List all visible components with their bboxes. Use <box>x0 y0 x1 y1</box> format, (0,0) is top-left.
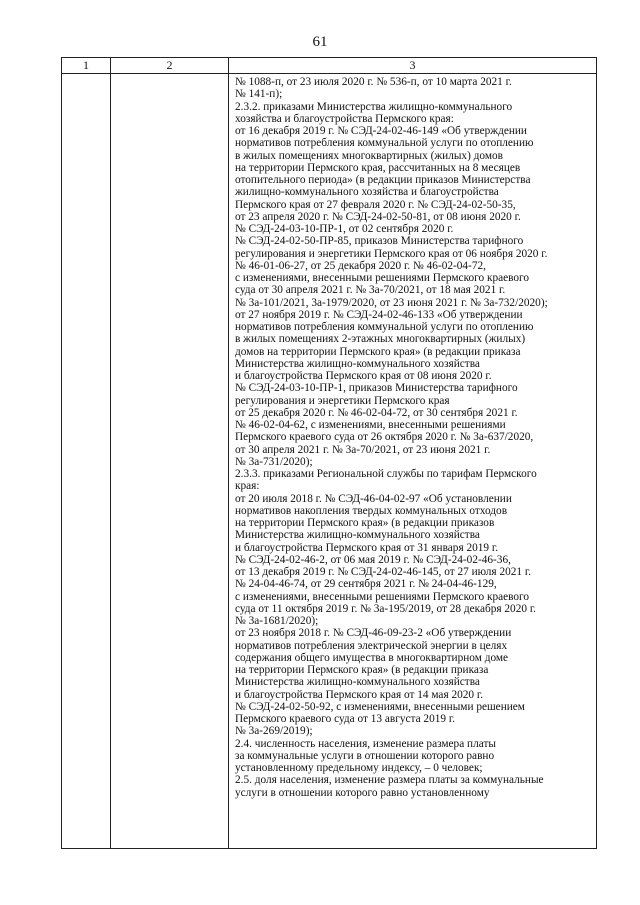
text-line: в жилых помещениях 2-этажных многоквартирных (жилых) <box>235 333 526 346</box>
table-row <box>62 74 597 849</box>
text-line: регулирования и энергетики Пермского края <box>235 394 450 407</box>
text-line: за коммунальные услуги в отношении которого равно <box>235 749 495 762</box>
text-line: и благоустройства Пермского края от 14 мая 2020 г. <box>235 688 484 701</box>
text-line: края: <box>235 480 260 493</box>
text-line: № 1088-п, от 23 июля 2020 г. № 536-п, от 10 марта 2021 г. <box>235 76 512 88</box>
text-line: хозяйства и благоустройства Пермского края: <box>235 112 454 125</box>
text-line: суда от 30 апреля 2021 г. № 3а-70/2021, от 18 мая 2021 г. <box>235 284 506 297</box>
text-line: на территории Пермского края» (в редакции приказа <box>235 664 489 676</box>
text-line: нормативов потребления коммунальной услуги по отоплению <box>235 137 534 150</box>
text-line: № 46-02-04-62, с изменениями, внесенными решениями <box>235 419 506 431</box>
text-line: нормативов накопления твердых коммунальных отходов <box>235 504 508 517</box>
text-line: № 46-01-06-27, от 25 декабря 2020 г. № 46-02-04-72, <box>235 259 486 272</box>
text-line: Пермского краевого суда от 26 октября 2020 г. № 3а-637/2020, <box>235 431 534 444</box>
text-line: и благоустройства Пермского края от 31 января 2019 г. <box>235 541 499 554</box>
text-line: Министерства жилищно-коммунального хозяйства <box>235 357 480 370</box>
text-line: № 3а-101/2021, 3а-1979/2020, от 23 июня 2021 г. № 3а-732/2020); <box>235 296 548 309</box>
text-line: с изменениями, внесенными решениями Пермского краевого <box>235 590 530 603</box>
text-line: от 27 ноября 2019 г. № СЭД-24-02-46-133 «Об утверждении <box>235 308 523 321</box>
text-line: Министерства жилищно-коммунального хозяйства <box>235 676 480 689</box>
text-line: № СЭД-24-03-10-ПР-1, от 02 сентября 2020 г. <box>235 223 454 235</box>
text-line: от 30 апреля 2021 г. № 3а-70/2021, от 23 июня 2021 г. <box>235 443 491 456</box>
text-line: услуги в отношении которого равно установленному <box>235 786 490 799</box>
text-line: от 16 декабря 2019 г. № СЭД-24-02-46-149 «Об утверждении <box>235 125 527 137</box>
text-line: нормативов потребления коммунальной услуги по отоплению <box>235 321 534 333</box>
text-line: № 141-п); <box>235 88 283 101</box>
text-line: 2.3.3. приказами Региональной службы по тарифам Пермского <box>235 468 537 480</box>
column-header-3: 3 <box>229 58 597 74</box>
text-line: жилищно-коммунального хозяйства и благоустройства <box>235 186 499 199</box>
column-1-cell <box>62 74 111 849</box>
text-line: № СЭД-24-02-46-2, от 06 мая 2019 г. № СЭД-24-02-46-36, <box>235 553 511 566</box>
text-line: на территории Пермского края» (в редакции приказов <box>235 517 495 529</box>
text-line: № 3а-269/2019); <box>235 725 313 738</box>
text-line: от 25 декабря 2020 г. № 46-02-04-72, от 30 сентября 2021 г. <box>235 406 518 419</box>
document-table <box>61 57 597 849</box>
text-line: Пермского края от 27 февраля 2020 г. № СЭД-24-02-50-35, <box>235 198 516 211</box>
text-line: № СЭД-24-02-50-92, с изменениями, внесенными решением <box>235 700 525 713</box>
text-line: № СЭД-24-02-50-ПР-85, приказов Министерства тарифного <box>235 235 524 248</box>
text-line: Пермского краевого суда от 13 августа 2019 г. <box>235 713 456 725</box>
text-line: от 23 апреля 2020 г. № СЭД-24-02-50-81, от 08 июня 2020 г. <box>235 210 521 223</box>
text-line: № СЭД-24-03-10-ПР-1, приказов Министерства тарифного <box>235 382 518 395</box>
text-line: на территории Пермского края, рассчитанных на 8 месяцев <box>235 161 521 174</box>
text-line: Министерства жилищно-коммунального хозяйства <box>235 529 480 542</box>
text-line: № 3а-731/2020); <box>235 455 313 468</box>
text-line: от 20 июля 2018 г. № СЭД-46-04-02-97 «Об установлении <box>235 492 512 505</box>
text-line: домов на территории Пермского края» (в редакции приказа <box>235 345 521 358</box>
column-header-1: 1 <box>62 58 111 74</box>
text-line: 2.4. численность населения, изменение размера платы <box>235 737 496 750</box>
page-number: 61 <box>312 34 328 50</box>
text-line: содержания общего имущества в многоквартирном доме <box>235 651 509 664</box>
text-line: с изменениями, внесенными решениями Пермского краевого <box>235 272 530 284</box>
text-line: установленному предельному индексу, – 0 человек; <box>235 762 483 774</box>
text-line: отопительного периода» (в редакции приказов Министерства <box>235 174 531 186</box>
text-line: регулирования и энергетики Пермского края от 06 ноября 2020 г. <box>235 247 548 260</box>
text-line: № 3а-1681/2020); <box>235 615 319 627</box>
column-header-2: 2 <box>111 58 229 74</box>
table-header-row <box>62 58 597 74</box>
text-line: от 13 декабря 2019 г. № СЭД-24-02-46-145, от 27 июля 2021 г. <box>235 566 532 578</box>
column-3-cell <box>229 74 597 849</box>
column-2-cell <box>111 74 229 849</box>
text-line: 2.3.2. приказами Министерства жилищно-коммунального <box>235 100 513 113</box>
column-3-text <box>229 74 596 799</box>
text-line: в жилых помещениях многоквартирных (жилых) домов <box>235 149 503 162</box>
text-line: и благоустройства Пермского края от 08 июня 2020 г. <box>235 370 492 382</box>
text-line: суда от 11 октября 2019 г. № 3а-195/2019, от 28 декабря 2020 г. <box>235 602 537 615</box>
text-line: нормативов потребления электрической энергии в целях <box>235 639 508 652</box>
text-line: 2.5. доля населения, изменение размера платы за коммунальные <box>235 774 544 787</box>
text-line: от 23 ноября 2018 г. № СЭД-46-09-23-2 «Об утверждении <box>235 627 512 640</box>
text-line: № 24-04-46-74, от 29 сентября 2021 г. № 24-04-46-129, <box>235 578 497 591</box>
